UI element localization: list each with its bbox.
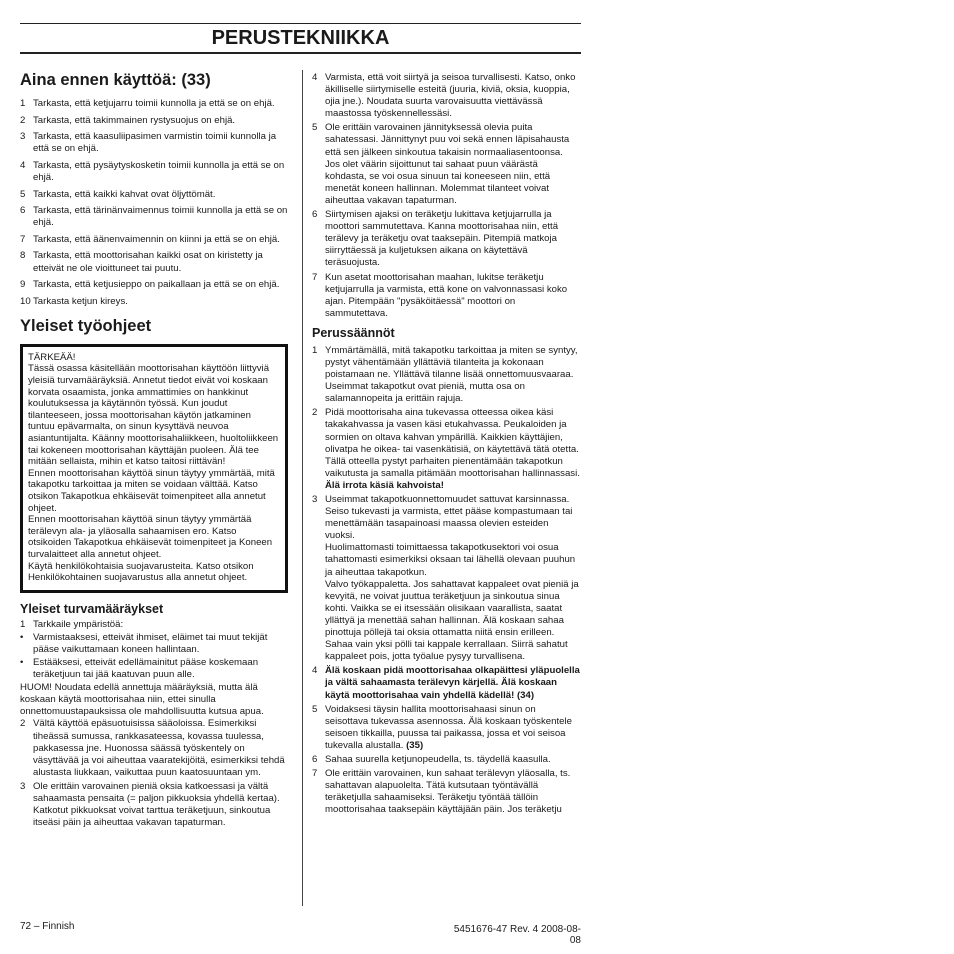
list-item: 10 Tarkasta ketjun kireys. [20, 295, 128, 307]
notice-paragraph: Ennen moottorisahan käyttöä sinun täytyy ymmärtää terälevyn ala- ja yläosalla sahaamisen ero. Katso otsikoiden Takapotkua ehkäisevät toimenpiteet ja Koneen turvalaitteet alla annetut ohjeet. [28, 514, 273, 560]
right-column [312, 72, 580, 818]
bold-warning: Älä irrota käsiä kahvoista! [325, 479, 444, 491]
header-rule-top [20, 23, 581, 24]
list-item: 6 Tarkasta, että tärinänvaimennus toimii kunnolla ja että se on ehjä. [20, 205, 288, 229]
list-item: 2 Pidä moottorisaha aina tukevassa otteessa oikea käsi takakahvassa ja vasen käsi etukahvassa. Peukaloiden ja sormien on oltava kahvan ympärillä. Kaikkien käyttäjien, olivatpa he oikea- tai vasenkätisiä, on käytettävä tätä otetta. Tällä otteella pystyt parhaiten pienentämään takapotkun vaikutusta ja samalla pitämään moottorisahan hallinnassasi. Älä irrota käsiä kahvoista! [312, 407, 580, 491]
section-title-before-use: Aina ennen käyttöä: (33) [20, 71, 211, 89]
document-revision: 5451676-47 Rev. 4 2008-08-08 [453, 924, 581, 946]
sub-paragraph: Valvo työkappaletta. Jos sahattavat kappaleet ovat pieniä ja kevyitä, ne voivat juuttua teräketjuun ja sinkoutua sinua kohti. Vaikka se ei itsessään olisikaan vaarallista, saatat yllättyä ja menettää sahan hallinnan. Älä koskaan sahaa pinottuja pöllejä tai oksia ottamatta niitä ensin erilleen. Sahaa vain yksi pölli tai kappale kerrallaan. Siirrä sahatut kappaleet pois, jotta työalue pysyy turvallisena. [325, 578, 579, 663]
list-item: 4 Älä koskaan pidä moottorisahaa olkapäittesi yläpuolella ja vältä sahaamasta terälevyn kärjellä. Älä koskaan käytä moottorisahaa vain yhdellä kädellä! (34) [312, 665, 580, 701]
bold-warning: Älä koskaan pidä moottorisahaa olkapäittesi yläpuolella ja vältä sahaamasta terälevyn kärjellä. Älä koskaan käytä moottorisahaa vain yhdellä kädellä! (34) [325, 665, 580, 701]
list-item: 6 Sahaa suurella ketjunopeudella, ts. täydellä kaasulla. [312, 753, 551, 765]
column-divider [302, 70, 303, 906]
list-item: 5 Voidaksesi täysin hallita moottorisahaasi sinun on seisottava tukevassa asennossa. Älä koskaan työskentele seisoen tikkailla, puussa tai paikassa, jossa et voi seisoa tukevalla alustalla. (35) [312, 703, 572, 751]
section-title-basic-rules: Perussäännöt [312, 325, 395, 340]
list-item: 7 Tarkasta, että äänenvaimennin on kiinni ja että se on ehjä. [20, 233, 280, 245]
continued-list [312, 72, 580, 320]
note-paragraph: HUOM! Noudata edellä annettuja määräyksiä, mutta älä koskaan käytä moottorisahaa niin, ettei sinulla onnettomuustapauksissa ole mahdollisuutta kutsua apua. [20, 682, 264, 718]
list-item: 9 Tarkasta, että ketjusieppo on paikallaan ja että se on ehjä. [20, 279, 280, 291]
list-item: 5 Ole erittäin varovainen jännityksessä olevia puita sahatessasi. Jännittynyt puu voi sekä ennen läpisahausta että sen jälkeen sinkoutua takaisin normaaliasentoonsa. Jos olet väärin sijoittunut tai sahaat puun väärästä kohdasta, se voi osua sinuun tai koneeseen niin, että menetät koneen hallinnan. Molemmat tilanteet voivat aiheuttaa vakavan tapaturman. [312, 122, 570, 206]
list-item: 1 Tarkasta, että ketjujarru toimii kunnolla ja että se on ehjä. [20, 98, 275, 109]
list-item: 8 Tarkasta, että moottorisahan kaikki osat on kiristetty ja etteivät ne ole vioittuneet tai puutu. [20, 250, 263, 274]
list-item: 5 Tarkasta, että kaikki kahvat ovat öljyttömät. [20, 188, 216, 200]
bullet-item: • Estääksesi, etteivät edellämainitut pääse koskemaan teräketjuun tai jää kaatuvan puun alle. [20, 656, 259, 681]
list-item: 2 Vältä käyttöä epäsuotuisissa sääoloissa. Esimerkiksi tiheässä sumussa, rankkasateessa, kovassa tuulessa, pakkasessa jne. Huonossa säässä työskentely on väsyttävää ja voi aiheuttaa vaaratekijöitä, esimerkiksi tehdä alustasta liukkaan, vaikuttaa puun kaatosuuntaan ym. [20, 718, 285, 778]
section-title-safety-rules: Yleiset turvamääräykset [20, 601, 164, 616]
list-item: 3 Useimmat takapotkuonnettomuudet sattuvat karsinnassa. Seiso tukevasti ja varmista, ettet pääse kompastumaan tai menettämään tasapainoasi maassa olevien esteiden vuoksi. [312, 494, 573, 542]
figure-reference: (35) [406, 739, 424, 751]
list-item: 2 Tarkasta, että takimmainen rystysuojus on ehjä. [20, 114, 236, 126]
notice-paragraph: Tässä osassa käsitellään moottorisahan käyttöön liittyviä yleisiä turvamääräyksiä. Annetut tiedot eivät voi koskaan korvata osaamista, jonka ammattimies on hankkinut koulutuksessa ja käytännön työssä. Kun joudut tilanteeseen, jossa moottorisahan käytön jatkaminen tuntuu epävarmalta, on sinun kysyttävä neuvoa asiantuntijalta. Käänny moottorisahaliikkeen, huoltoliikkeen tai kokeneen moottorisahan käyttäjän puoleen. Älä tee mitään sellaista, mihin et katso taitosi riittävän! [28, 363, 279, 468]
list-item: 1 Tarkkaile ympäristöä: [20, 618, 124, 630]
list-item: 3 Ole erittäin varovainen pieniä oksia katkoessasi ja vältä sahaamasta pensaita (= paljon pikkuoksia yhdellä kertaa). Katkotut pikkuoksat voivat tarttua teräketjuun, sinkoutua itseäsi päin ja aiheuttaa vakavan tapaturman. [20, 780, 280, 829]
list-item: 7 Kun asetat moottorisahan maahan, lukitse teräketju ketjujarrulla ja varmista, että kone on valvonnassasi koko ajan. Pitempään "pysäköitäessä" moottori on sammutettava. [312, 271, 568, 319]
bullet-item: • Varmistaaksesi, etteivät ihmiset, eläimet tai muut tekijät pääse vaikuttamaan koneen hallintaan. [20, 631, 268, 655]
notice-paragraph: Ennen moottorisahan käyttöä sinun täytyy ymmärtää, mitä takapotku tarkoittaa ja miten se voidaan välttää. Katso otsikon Takapotkua ehkäisevät toimenpiteet alla annetut ohjeet. [28, 467, 275, 514]
page-number: 72 – Finnish [20, 921, 75, 932]
list-item: 7 Ole erittäin varovainen, kun sahaat terälevyn yläosalla, ts. sahattavan alapuolelta. Tätä kutsutaan työntävällä teräketjulla sahaamiseksi. Teräketju työntää tällöin moottorisahaa taaksepäin käyttäjään päin. Jos teräketju [312, 768, 571, 816]
section-title-general-instructions: Yleiset työohjeet [20, 316, 152, 335]
list-item: 4 Tarkasta, että pysäytyskosketin toimii kunnolla ja että se on ehjä. [20, 159, 285, 183]
header-rule-bottom [20, 52, 581, 54]
left-column [20, 70, 288, 829]
before-use-list [20, 98, 288, 308]
list-item: 1 Ymmärtämällä, mitä takapotku tarkoittaa ja miten se syntyy, pystyt vähentämään yllättäviä tilanteita ja kokonaan poistamaan ne. Yllättävä tilanne lisää onnettomuusvaaraa. Useimmat takapotkut ovat pieniä, mutta osa on salamannopeita ja erittäin rajuja. [312, 344, 578, 405]
list-item: 6 Siirtymisen ajaksi on teräketju lukittava ketjujarrulla ja moottori sammutettava. Kanna moottorisahaa niin, että terälevy ja teräketju ovat taaksepäin. Pitempiä matkoja siirryttäessä ja kuljetuksen aikana on käytettävä teräsuojusta. [312, 209, 559, 269]
notice-label: TÄRKEÄÄ! [28, 351, 76, 363]
notice-paragraph: Käytä henkilökohtaisia suojavarusteita. Katso otsikon Henkilökohtainen suojavarustus alla annetut ohjeet. [28, 560, 254, 584]
important-notice-box [20, 344, 288, 593]
list-item: 3 Tarkasta, että kaasuliipasimen varmistin toimii kunnolla ja että se on ehjä. [20, 131, 277, 155]
list-item: 4 Varmista, että voit siirtyä ja seisoa turvallisesti. Katso, onko äkilliselle siirtymiselle esteitä (juuria, kiviä, oksia, kuoppia, ojia jne.). Noudata suurta varovaisuutta viettävässä maastossa työskennellessäsi. [312, 72, 576, 120]
page-title: PERUSTEKNIIKKA [211, 27, 390, 49]
sub-paragraph: Huolimattomasti toimittaessa takapotkusektori voi osua tahattomasti esimerkiksi oksaan tai lähellä olevaan puuhun ja aiheuttaa takapotkun. [325, 542, 576, 578]
